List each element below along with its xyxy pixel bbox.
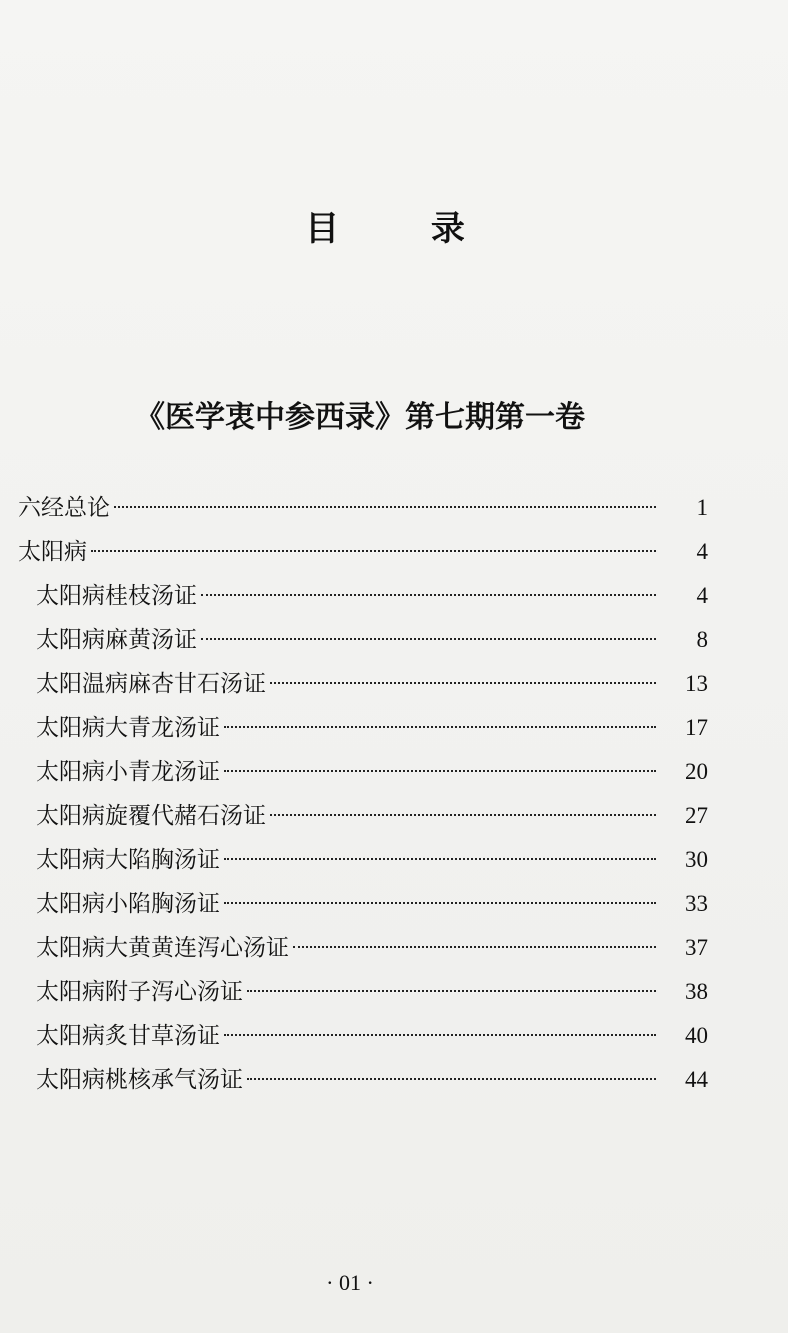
dot-leader	[247, 990, 656, 992]
toc-entry[interactable]	[18, 794, 708, 838]
toc-entry-page: 37	[685, 935, 708, 960]
toc-entry[interactable]	[18, 1014, 708, 1058]
toc-entry-page: 13	[685, 671, 708, 696]
dot-leader	[270, 682, 656, 684]
toc-entry-title: 六经总论	[18, 495, 110, 521]
dot-leader	[224, 1034, 656, 1036]
toc-entry-title: 太阳病附子泻心汤证	[36, 979, 243, 1005]
volume-subtitle: 《医学衷中参西录》第七期第一卷	[135, 400, 585, 435]
toc-entry-title: 太阳病大黄黄连泻心汤证	[36, 935, 289, 961]
toc-entry-title: 太阳病大青龙汤证	[36, 715, 220, 741]
toc-entry-title: 太阳病旋覆代赭石汤证	[36, 803, 266, 829]
toc-entry[interactable]	[18, 662, 708, 706]
toc-entry[interactable]	[18, 574, 708, 618]
toc-entry-page: 27	[685, 803, 708, 828]
toc-entry-page: 17	[685, 715, 708, 740]
toc-entry[interactable]	[18, 838, 708, 882]
toc-entry-title: 太阳病炙甘草汤证	[36, 1023, 220, 1049]
toc-entry-page: 40	[685, 1023, 708, 1048]
toc-entry[interactable]	[18, 750, 708, 794]
toc-entry-page: 33	[685, 891, 708, 916]
dot-leader	[201, 594, 656, 596]
dot-leader	[224, 770, 656, 772]
toc-entry-page: 4	[696, 583, 708, 608]
toc-entry-title: 太阳病桂枝汤证	[36, 583, 197, 609]
dot-leader	[270, 814, 656, 816]
toc-entry[interactable]	[18, 1058, 708, 1102]
toc-entry-title: 太阳病小青龙汤证	[36, 759, 220, 785]
toc-entry-title: 太阳病大陷胸汤证	[36, 847, 220, 873]
toc-entry-page: 1	[696, 495, 708, 520]
toc-entry-page: 4	[696, 539, 708, 564]
toc-entry-page: 38	[685, 979, 708, 1004]
toc-entry-page: 44	[685, 1067, 708, 1092]
dot-leader	[201, 638, 656, 640]
toc-entry-title: 太阳温病麻杏甘石汤证	[36, 671, 266, 697]
toc-entry[interactable]	[18, 486, 708, 530]
table-of-contents	[18, 486, 708, 1102]
dot-leader	[293, 946, 656, 948]
page-heading: 目 录	[305, 209, 505, 249]
toc-entry[interactable]	[18, 926, 708, 970]
page-number: · 01 ·	[326, 1270, 374, 1295]
toc-entry-title: 太阳病	[18, 539, 87, 565]
toc-entry-title: 太阳病桃核承气汤证	[36, 1067, 243, 1093]
dot-leader	[114, 506, 656, 508]
toc-entry[interactable]	[18, 618, 708, 662]
dot-leader	[224, 902, 656, 904]
dot-leader	[247, 1078, 656, 1080]
dot-leader	[91, 550, 656, 552]
toc-entry[interactable]	[18, 706, 708, 750]
toc-entry[interactable]	[18, 970, 708, 1014]
toc-entry[interactable]	[18, 530, 708, 574]
toc-entry-page: 8	[696, 627, 708, 652]
toc-entry-title: 太阳病麻黄汤证	[36, 627, 197, 653]
toc-entry-page: 30	[685, 847, 708, 872]
dot-leader	[224, 858, 656, 860]
toc-entry[interactable]	[18, 882, 708, 926]
toc-entry-page: 20	[685, 759, 708, 784]
dot-leader	[224, 726, 656, 728]
toc-entry-title: 太阳病小陷胸汤证	[36, 891, 220, 917]
